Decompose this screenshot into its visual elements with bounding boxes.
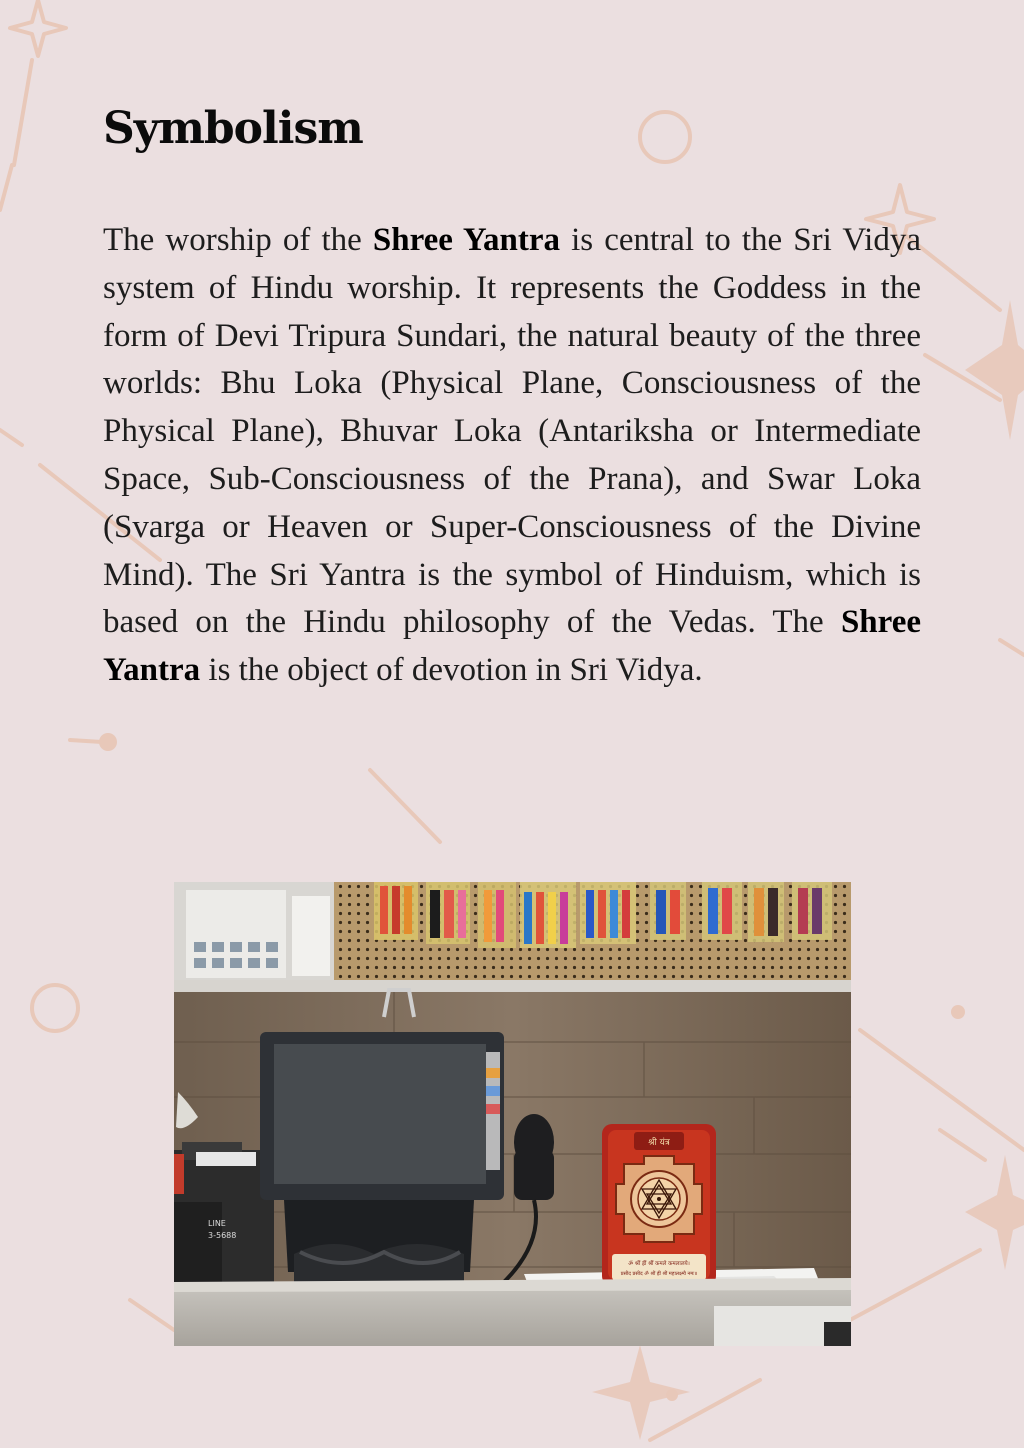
highlight-shree-yantra: Shree Yantra (372, 222, 560, 258)
shop-counter-illustration (174, 882, 851, 1346)
page-title: Symbolism (103, 103, 363, 154)
lighter-packs (374, 882, 832, 948)
printer-label: 3-5688 (208, 1231, 237, 1240)
highlight-shree-yantra: Shree Yantra (103, 604, 921, 689)
yantra-top-label: श्री यंत्र (648, 1138, 670, 1148)
shree-yantra-frame (602, 1124, 716, 1286)
price-chart (292, 896, 330, 976)
body-paragraph (103, 217, 921, 695)
pos-screen (274, 1044, 486, 1184)
yantra-mantra-line: प्रसीद प्रसीद ॐ श्रीं ह्रीं श्रीं महालक्ष्म्यै नमः॥ (620, 1271, 698, 1277)
paragraph-text-2: is central to the Sri Vidya system of Hindu worship. It represents the Goddess in the form of Devi Tripura Sundari, the natural beauty of the three worlds: Bhu Loka (Physical Plane, Consciousness of the Physical Plane), Bhuvar Loka (Antariksha or Intermediate Space, Sub-Consciousness of the Prana), and Swar Loka (Svarga or Heaven or Super-Consciousness of the Divine Mind). The Sri Yantra is the symbol of Hinduism, which is based on the Hindu philosophy of the Vedas. The (103, 222, 921, 641)
yantra-mantra-line: ॐ श्रीं ह्रीं श्रीं कमले कमलालये। (628, 1261, 690, 1267)
paragraph-text-3: is the object of devotion in Sri Vidya. (200, 652, 703, 689)
shelf (174, 980, 851, 992)
shop-counter-photo (174, 882, 851, 1346)
paragraph-text-1: The worship of the (103, 222, 373, 258)
printer-label: LINE (208, 1219, 226, 1228)
